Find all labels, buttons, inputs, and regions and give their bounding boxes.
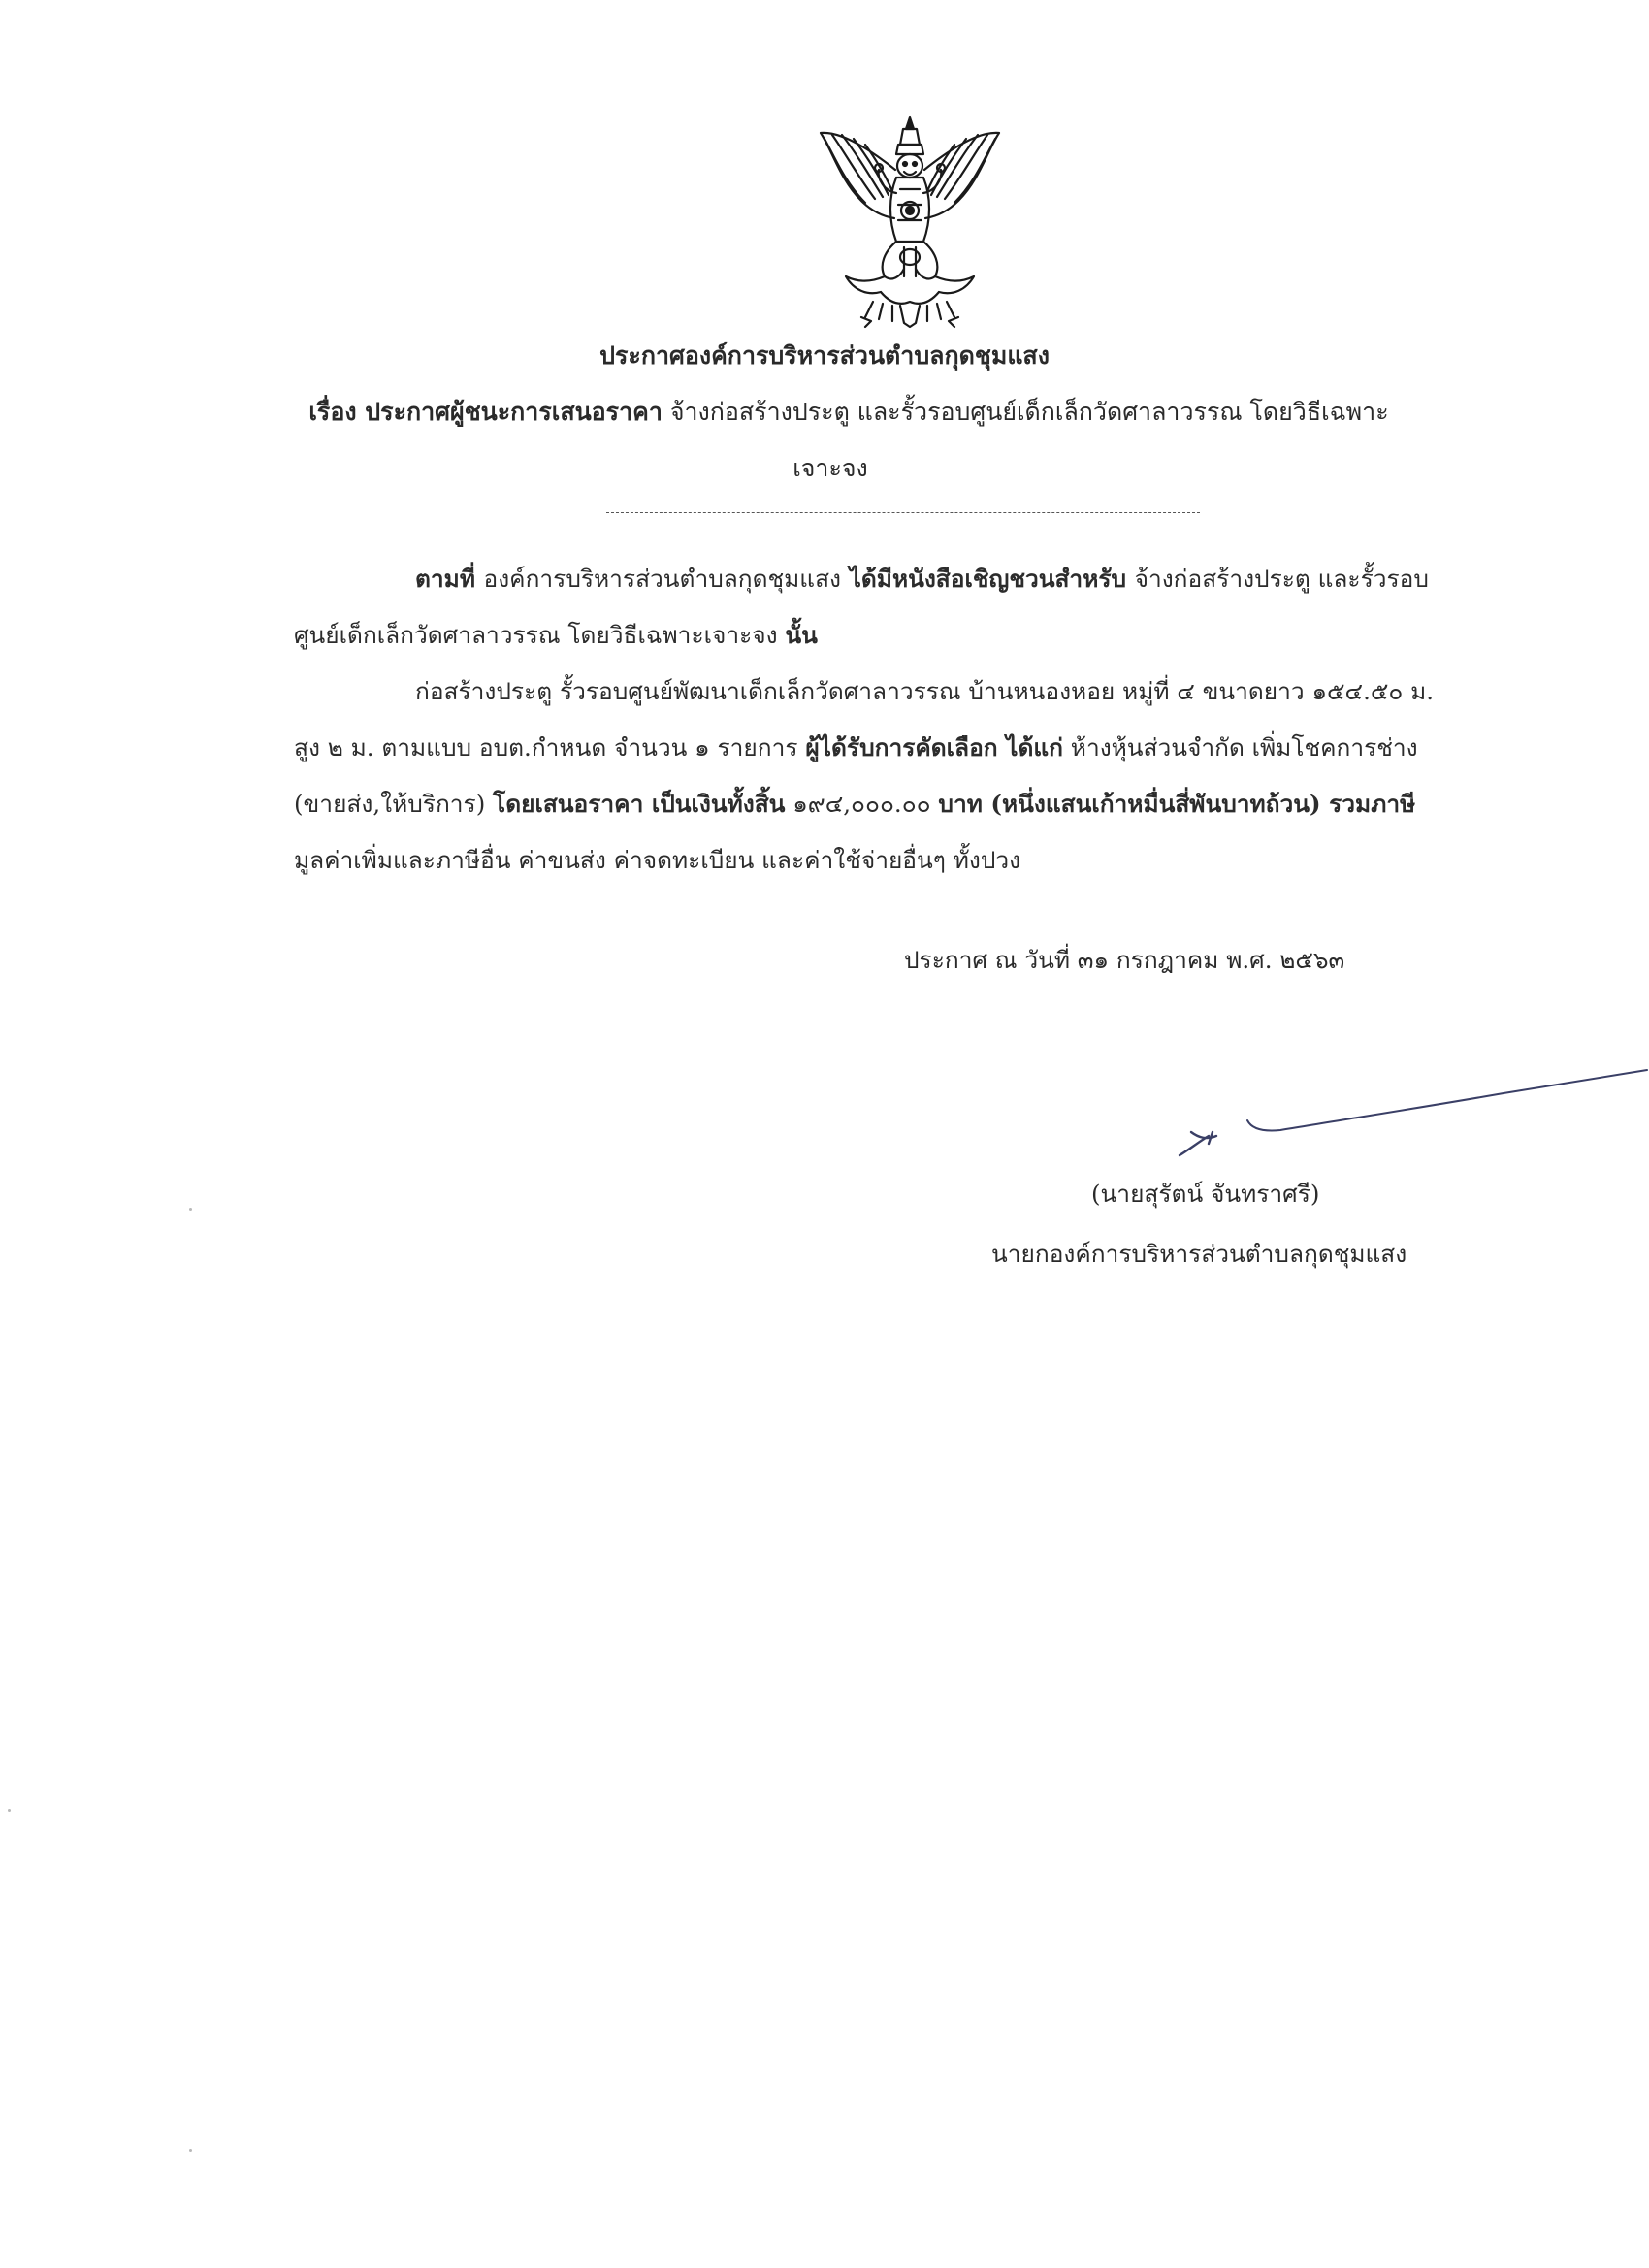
title-divider	[606, 512, 1200, 513]
award-line-4: มูลค่าเพิ่มและภาษีอื่น ค่าขนส่ง ค่าจดทะเบียน และค่าใช้จ่ายอื่นๆ ทั้งปวง	[294, 846, 1021, 874]
award-line-3	[294, 788, 1497, 821]
award-line-2	[294, 731, 1497, 764]
subject-continuation: เจาะจง	[792, 454, 868, 482]
intro-text-e: ศูนย์เด็กเล็กวัดศาลาวรรณ โดยวิธีเฉพาะเจาะจง	[294, 621, 786, 649]
paragraph-award	[294, 675, 1497, 877]
signer-name: (นายสุรัตน์ จันทราศรี)	[1091, 1180, 1320, 1208]
subject-text: จ้างก่อสร้างประตู และรั้วรอบศูนย์เด็กเล็กวัดศาลาวรรณ โดยวิธีเฉพาะ	[662, 398, 1389, 426]
award-amount: ๑๙๔,๐๐๐.๐๐	[785, 790, 939, 818]
intro-text-b: องค์การบริหารส่วนตำบลกุดชุมแสง	[483, 565, 842, 593]
announcement-date	[904, 944, 1344, 977]
intro-text-c: ได้มีหนังสือเชิญชวนสำหรับ	[841, 565, 1135, 593]
intro-line-2	[294, 619, 1497, 652]
intro-text-a: ตามที่	[415, 565, 484, 593]
award-text-f: บาท (หนึ่งแสนเก้าหมื่นสี่พันบาทถ้วน) รวมภาษี	[938, 790, 1416, 818]
award-text-c: ห้างหุ้นส่วนจำกัด เพิ่มโชคการช่าง	[1063, 733, 1418, 761]
intro-text-f: นั้น	[785, 621, 818, 649]
garuda-emblem-icon	[803, 112, 1017, 335]
subject-label: เรื่อง ประกาศผู้ชนะการเสนอราคา	[308, 398, 663, 426]
signer-title: นายกองค์การบริหารส่วนตำบลกุดชุมแสง	[991, 1240, 1407, 1268]
award-line-1: ก่อสร้างประตู รั้วรอบศูนย์พัฒนาเด็กเล็กวัดศาลาวรรณ บ้านหนองหอย หมู่ที่ ๔ ขนาดยาว ๑๕๔.๕๐ ม.	[415, 677, 1435, 705]
date-label: ประกาศ ณ วันที่	[904, 946, 1070, 974]
award-text-a: สูง ๒ ม. ตามแบบ อบต.กำหนด จำนวน ๑ รายการ	[294, 733, 806, 761]
handwritten-signature-icon	[1174, 1062, 1649, 1159]
scan-speck	[8, 1809, 11, 1812]
award-text-d: (ขายส่ง,ให้บริการ)	[294, 790, 494, 818]
scan-speck	[189, 1208, 192, 1211]
intro-line-1	[294, 563, 1497, 596]
scan-speck	[189, 2149, 192, 2152]
award-text-b: ผู้ได้รับการคัดเลือก ได้แก่	[805, 733, 1063, 761]
paragraph-intro	[294, 563, 1497, 652]
intro-text-d: จ้างก่อสร้างประตู และรั้วรอบ	[1134, 565, 1429, 593]
announcement-title: ประกาศองค์การบริหารส่วนตำบลกุดชุมแสง	[599, 341, 1050, 370]
subject-line	[0, 396, 1649, 429]
award-text-e: โดยเสนอราคา เป็นเงินทั้งสิ้น	[493, 790, 786, 818]
date-value: ๓๑ กรกฎาคม พ.ศ. ๒๕๖๓	[1069, 946, 1345, 974]
